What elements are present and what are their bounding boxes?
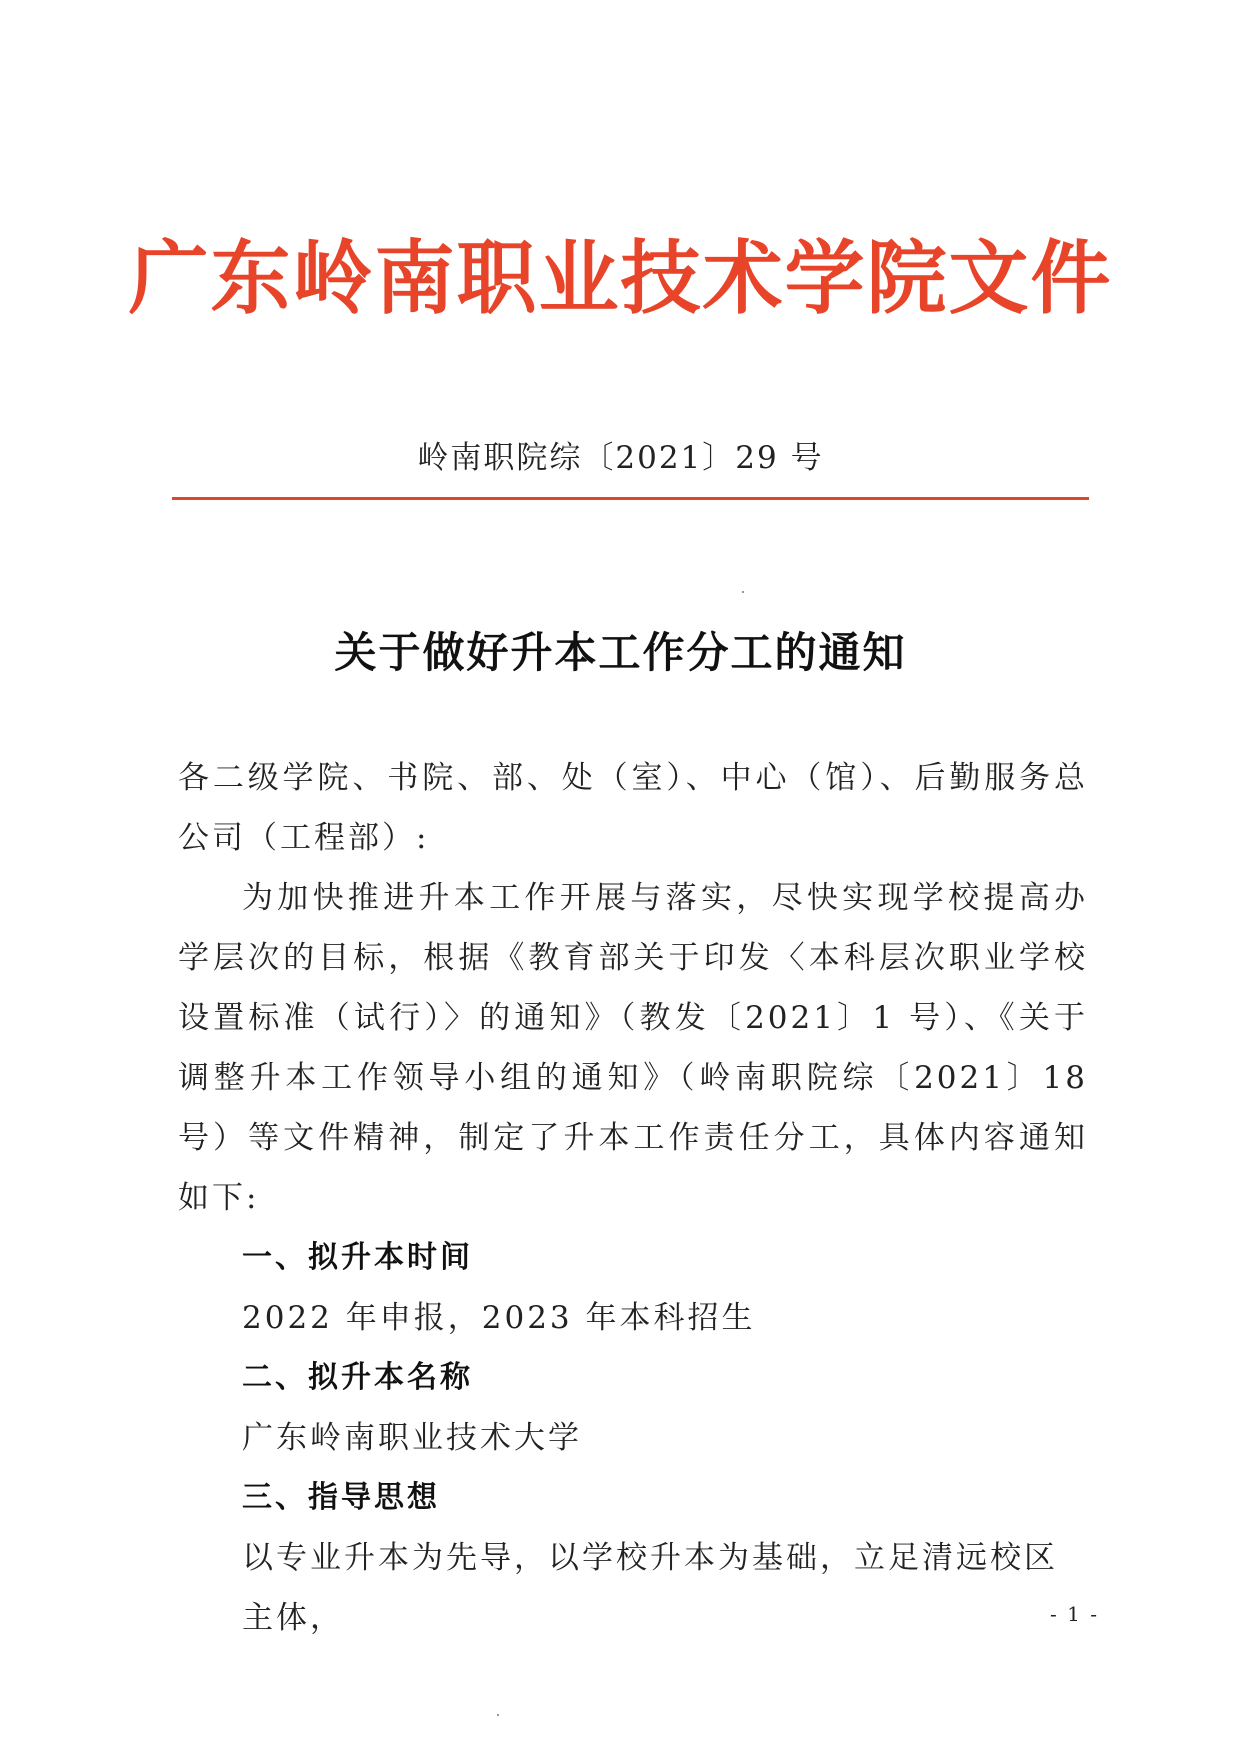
scan-speck (497, 1714, 499, 1716)
document-body (178, 748, 1088, 1648)
page-number: - 1 - (1050, 1602, 1099, 1626)
scan-speck (742, 591, 744, 593)
section-content-guiding-thought: 以专业升本为先导，以学校升本为基础，立足清远校区主体， (242, 1540, 1058, 1636)
section-heading-guiding-thought: 三、指导思想 (242, 1480, 440, 1515)
addressee-line: 各二级学院、书院、部、处（室）、中心（馆）、后勤服务总公司（工程部）: (178, 760, 1088, 856)
section-heading-time: 一、拟升本时间 (242, 1240, 473, 1275)
section-content-name: 广东岭南职业技术大学 (242, 1420, 582, 1456)
document-header-title: 广东岭南职业技术学院文件 (128, 231, 1113, 325)
document-number: 岭南职院综〔2021〕29 号 (417, 440, 824, 476)
section-content-time: 2022 年申报，2023 年本科招生 (242, 1300, 756, 1336)
section-heading-name: 二、拟升本名称 (242, 1360, 473, 1395)
notice-title: 关于做好升本工作分工的通知 (334, 628, 907, 677)
intro-paragraph: 为加快推进升本工作开展与落实，尽快实现学校提高办学层次的目标，根据《教育部关于印发〈本科层次职业学校设置标准（试行）〉的通知》（教发〔2021〕1 号）、《关于调整升本工作领导小组的通知》（岭南职院综〔2021〕18 号）等文件精神，制定了升本工作责任分工，具体内容通知如下: (178, 880, 1088, 1216)
red-divider-line (172, 497, 1089, 500)
